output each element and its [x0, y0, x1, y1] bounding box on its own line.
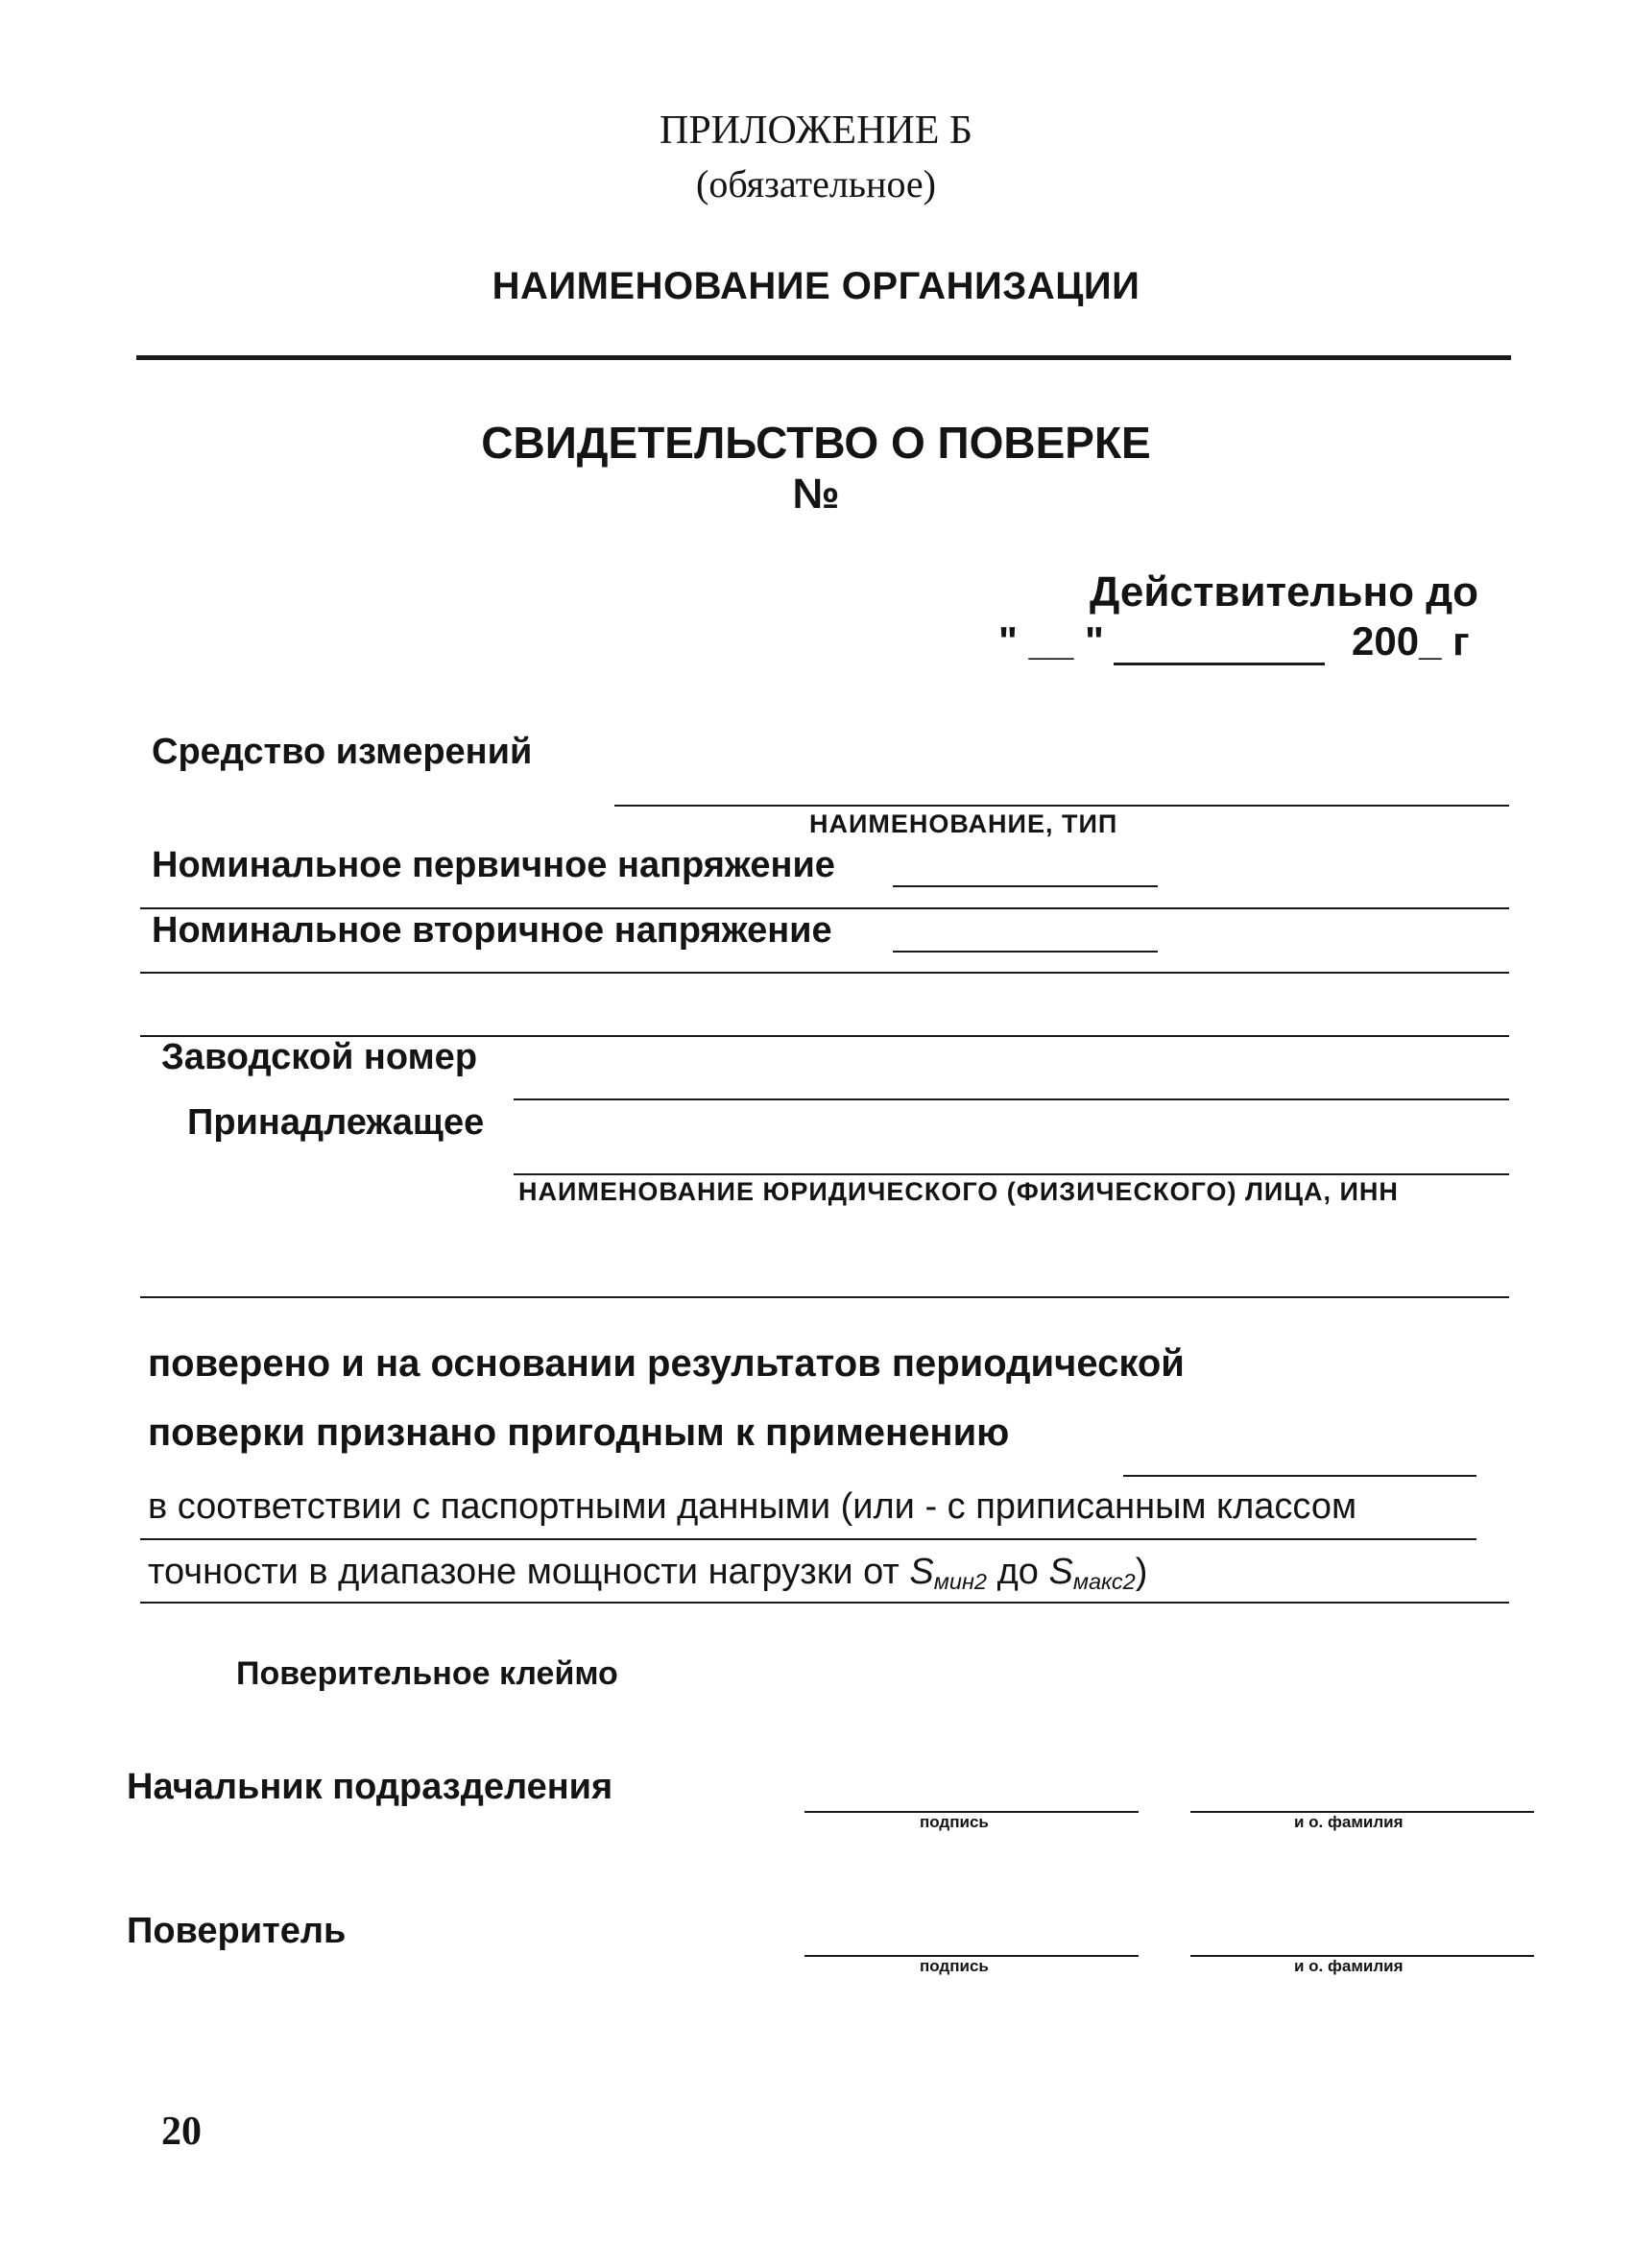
appendix-title: ПРИЛОЖЕНИЕ Б [659, 109, 972, 153]
head-name-caption: и о. фамилия [1294, 1813, 1404, 1831]
verifier-signature-caption: подпись [920, 1957, 989, 1975]
secondary-voltage-label: Номинальное вторичное напряжение [152, 910, 832, 951]
verifier-name-caption: и о. фамилия [1294, 1957, 1404, 1975]
verdict-line-4 [148, 1552, 1147, 1595]
s-min-subscript: мин2 [933, 1568, 988, 1594]
head-of-unit-label: Начальник подразделения [127, 1767, 613, 1807]
verdict-line-2: поверки признано пригодным к применению [148, 1411, 1010, 1454]
valid-until-year: 200_ г [1352, 618, 1470, 664]
verdict-line-3: в соответствии с паспортными данными (или - с приписанным классом [148, 1486, 1357, 1527]
serial-number-label: Заводской номер [161, 1037, 478, 1077]
verdict-line-4-suffix: ) [1135, 1552, 1148, 1592]
secondary-voltage-line [140, 972, 1509, 974]
valid-until-label: Действительно до [1090, 568, 1479, 615]
s-max-symbol: S [1048, 1552, 1073, 1592]
appendix-note: (обязательное) [696, 162, 936, 205]
verdict-line-1: поверено и на основании результатов периодической [148, 1342, 1185, 1385]
primary-voltage-value-line [893, 885, 1158, 887]
verdict-line-4-prefix: точности в диапазоне мощности нагрузки от [148, 1552, 910, 1592]
s-max-subscript: макс2 [1072, 1568, 1136, 1594]
verifier-label: Поверитель [127, 1911, 347, 1951]
valid-until-day: " __ " [998, 618, 1104, 664]
instrument-line [614, 805, 1509, 807]
secondary-voltage-value-line [893, 951, 1158, 953]
instrument-label: Средство измерений [152, 732, 533, 772]
blank-line-2 [140, 1296, 1509, 1298]
verdict-line-4-underline [140, 1602, 1509, 1604]
head-signature-caption: подпись [920, 1813, 989, 1831]
verdict-line-3-underline [140, 1538, 1476, 1540]
page-number: 20 [161, 2110, 202, 2154]
primary-voltage-line [140, 907, 1509, 909]
stamp-label: Поверительное клеймо [236, 1655, 618, 1692]
header-divider [136, 355, 1511, 360]
certificate-number-label: № [792, 470, 840, 518]
instrument-caption: НАИМЕНОВАНИЕ, ТИП [809, 809, 1118, 838]
s-min-symbol: S [909, 1552, 934, 1592]
certificate-title: СВИДЕТЕЛЬСТВО О ПОВЕРКЕ [481, 418, 1151, 468]
serial-number-line [514, 1098, 1509, 1100]
verdict-line-4-middle: до [987, 1552, 1049, 1592]
verdict-line-2-blank [1123, 1475, 1476, 1477]
owner-label: Принадлежащее [187, 1102, 485, 1143]
owner-caption: НАИМЕНОВАНИЕ ЮРИДИЧЕСКОГО (ФИЗИЧЕСКОГО) ЛИЦА, ИНН [518, 1177, 1399, 1206]
valid-until-month-line [1114, 663, 1325, 665]
owner-line [514, 1173, 1509, 1175]
primary-voltage-label: Номинальное первичное напряжение [152, 845, 835, 885]
organization-name: НАИМЕНОВАНИЕ ОРГАНИЗАЦИИ [492, 265, 1140, 307]
